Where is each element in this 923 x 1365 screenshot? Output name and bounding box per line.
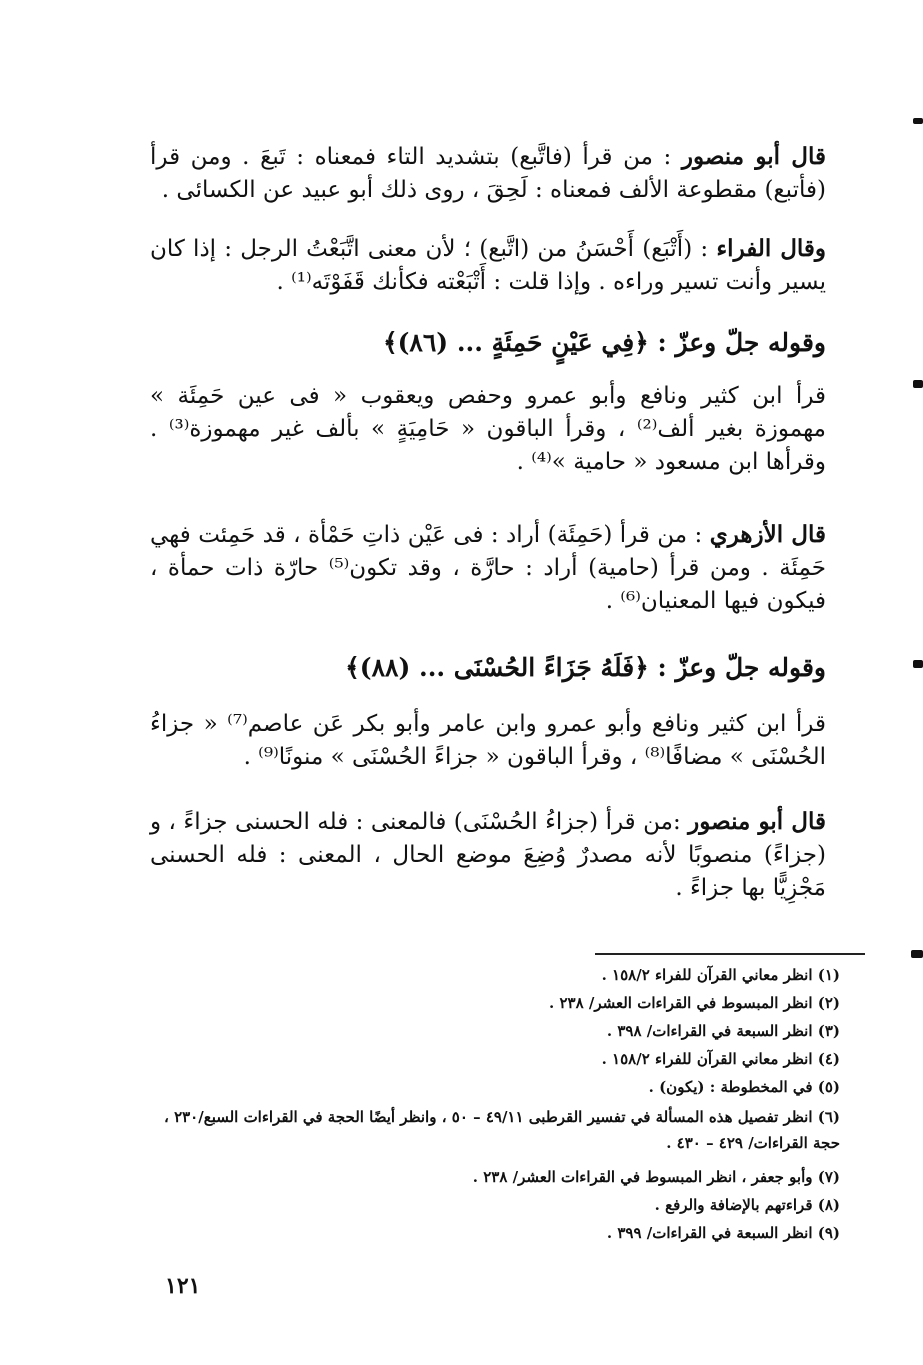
paragraph-lead: قال الأزهري <box>709 521 826 548</box>
paragraph-1 <box>150 140 826 207</box>
footnote-5: (٥) في المخطوطة : (يكون) . <box>648 1078 840 1096</box>
footnote-4: (٤) انظر معاني القرآن للفراء ١٥٨/٢ . <box>601 1050 840 1068</box>
paragraph-text: : (أَتْبَع) أَحْسَنُ من (اتَّبع) ؛ لأن معنى اتَّبَعْتُ الرجل : إذا كان يسير وأنت تسير وراءه . وإذا قلت : أَتْبَعْته فكأنك قَفَوْتَه⁽¹⁾ . <box>150 236 826 295</box>
margin-mark-4 <box>911 950 923 958</box>
footnote-9: (٩) انظر السبعة في القراءات/ ٣٩٩ . <box>606 1224 840 1242</box>
paragraph-3 <box>150 380 826 479</box>
paragraph-text: : من قرأ (حَمِئَة) أراد : فى عَيْن ذاتِ حَمْأة ، قد حَمِئت فهي حَمِئَة . ومن قرأ (حامية) أراد : حارَّة ، وقد تكون⁽⁵⁾ حارّة ذات حمأة ، فيكون فيها المعنيان⁽⁶⁾ . <box>150 522 826 614</box>
paragraph-5 <box>150 708 826 774</box>
paragraph-lead: قال أبو منصور <box>688 808 827 835</box>
footnote-8: (٨) قراءتهم بالإضافة والرفع . <box>654 1196 840 1214</box>
footnote-1: (١) انظر معاني القرآن للفراء ١٥٨/٢ . <box>601 966 840 984</box>
paragraph-6 <box>150 805 826 905</box>
quran-verse-heading: وقوله جلّ وعزّ : ﴿فِي عَيْنٍ حَمِئَةٍ ... (٨٦)﴾ <box>382 328 826 357</box>
margin-mark-1 <box>913 118 923 124</box>
paragraph-4 <box>150 518 826 618</box>
margin-mark-2 <box>913 380 923 388</box>
paragraph-text: :من قرأ (جزاءُ الحُسْنَى) فالمعنى : فله الحسنى جزاءً ، و (جزاءً) منصوبًا لأنه مصدرٌ وُضِعَ موضع الحال ، المعنى : فله الحسنى مَجْزِيًّا بها جزاءً . <box>150 809 826 901</box>
page-number: ١٢١ <box>165 1273 201 1299</box>
footnote-separator <box>595 953 865 955</box>
paragraph-text: : من قرأ (فاتَّبع) بتشديد التاء فمعناه : تَبعَ . ومن قرأ (فأتبع) مقطوعة الألف فمعناه : لَحِقَ ، روى ذلك أبو عبيد عن الكسائى . <box>150 144 826 203</box>
quran-verse-heading: وقوله جلّ وعزّ : ﴿فَلَهُ جَزَاءً الحُسْنَى ... (٨٨)﴾ <box>345 653 826 682</box>
footnote-2: (٢) انظر المبسوط في القراءات العشر/ ٢٣٨ . <box>549 994 840 1012</box>
paragraph-text: قرأ ابن كثير ونافع وأبو عمرو وابن عامر وأبو بكر عَن عاصم⁽⁷⁾ « جزاءُ الحُسْنَى » مضافًا⁽⁸⁾ ، وقرأ الباقون « جزاءً الحُسْنَى » منونًا⁽⁹⁾ . <box>150 711 826 770</box>
paragraph-lead: قال أبو منصور <box>681 143 826 170</box>
paragraph-text: قرأ ابن كثير ونافع وأبو عمرو وحفص ويعقوب « فى عين حَمِئَة » مهموزة بغير ألف⁽²⁾ ، وقرأ الباقون « حَامِيَةٍ » بألف غير مهموزة⁽³⁾ . وقرأها ابن مسعود « حامية »⁽⁴⁾ . <box>150 383 826 475</box>
paragraph-lead: وقال الفراء <box>716 235 827 262</box>
footnote-6: (٦) انظر تفصيل هذه المسألة في تفسير القرطبى ٤٩/١١ – ٥٠ ، وانظر أيضًا الحجة في القراءات السبع/٢٣٠ ، حجة القراءات/ ٤٢٩ – ٤٣٠ . <box>163 1108 840 1152</box>
footnote-7: (٧) وأبو جعفر ، انظر المبسوط في القراءات العشر/ ٢٣٨ . <box>472 1168 840 1186</box>
paragraph-2 <box>150 232 826 299</box>
margin-mark-3 <box>913 660 923 668</box>
footnote-3: (٣) انظر السبعة في القراءات/ ٣٩٨ . <box>606 1022 840 1040</box>
